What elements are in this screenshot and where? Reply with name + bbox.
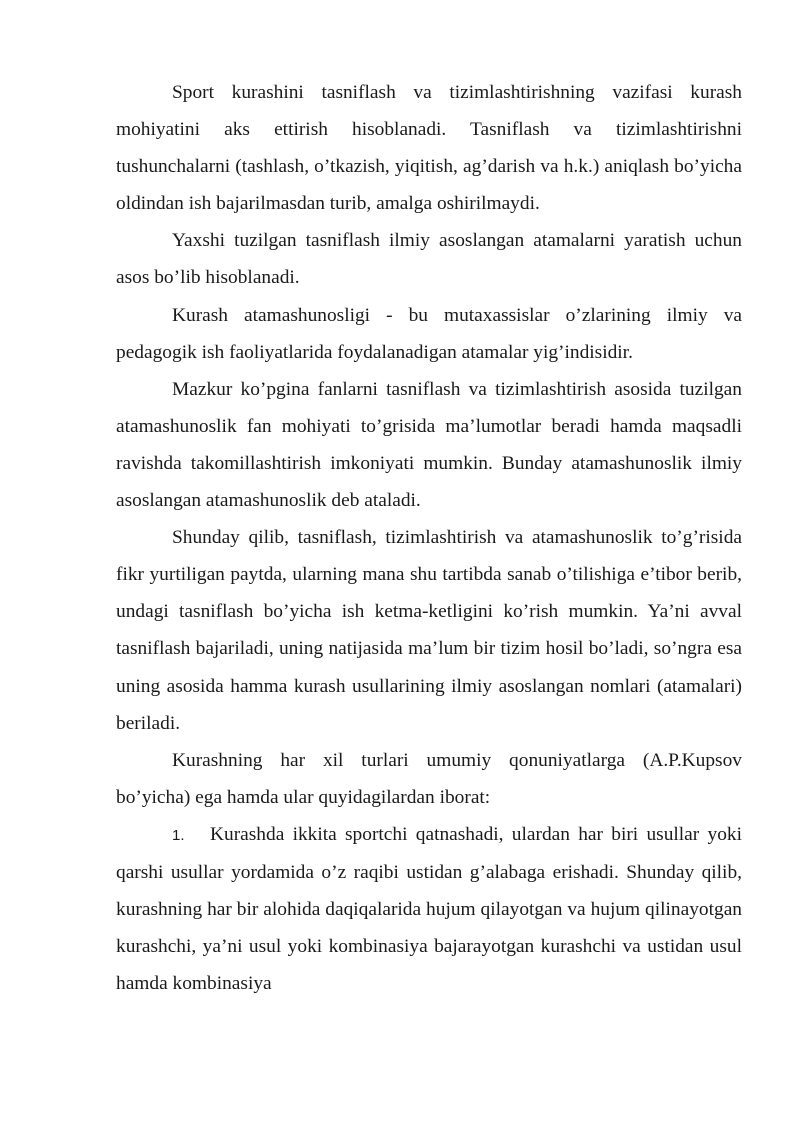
paragraph: Sport kurashini tasniflash va tizimlashtirishning vazifasi kurash mohiyatini aks ettirish hisoblanadi. Tasniflash va tizimlashtirishni tushunchalarni (tashlash, o’tkazish, yiqitish, ag’darish va h.k.) aniqlash bo’yicha oldindan ish bajarilmasdan turib, amalga oshirilmaydi.	[116, 82, 742, 215]
paragraph: Mazkur ko’pgina fanlarni tasniflash va tizimlashtirish asosida tuzilgan atamashunoslik fan mohiyati to’grisida ma’lumotlar beradi hamda maqsadli ravishda takomillashtirish imkoniyati mumkin. Bunday atamashunoslik ilmiy asoslangan atamashunoslik deb ataladi.	[116, 378, 742, 512]
paragraph: Kurashning har xil turlari umumiy qonuniyatlarga (A.P.Kupsov bo’yicha) ega hamda ular quyidagilardan iborat:	[116, 749, 742, 808]
paragraph: Kurash atamashunosligi - bu mutaxassislar o’zlarining ilmiy va pedagogik ish faoliyatlarida foydalanadigan atamalar yig’indisidir.	[116, 304, 742, 363]
paragraph: Shunday qilib, tasniflash, tizimlashtirish va atamashunoslik to’g’risida fikr yurtiligan paytda, ularning mana shu tartibda sanab o’tilishiga e’tibor berib, undagi tasniflash bo’yicha ish ketma-ketligini ko’rish mumkin. Ya’ni avval tasniflash bajariladi, uning natijasida ma’lum bir tizim hosil bo’ladi, so’ngra esa uning asosida hamma kurash usullarining ilmiy asoslangan nomlari (atamalari) beriladi.	[116, 527, 742, 734]
list-number: 1.	[172, 826, 185, 844]
list-item-text: Kurashda ikkita sportchi qatnashadi, ulardan har biri usullar yoki qarshi usullar yordamida o’z raqibi ustidan g’alabaga erishadi. Shunday qilib, kurashning har bir alohida daqiqalarida hujum qilayotgan va hujum qilinayotgan kurashchi, ya’ni usul yoki kombinasiya bajarayotgan kurashchi va ustidan usul hamda kombinasiya	[116, 823, 742, 995]
document-body	[116, 74, 742, 1002]
list-item	[116, 816, 742, 1002]
paragraph: Yaxshi tuzilgan tasniflash ilmiy asoslangan atamalarni yaratish uchun asos bo’lib hisoblanadi.	[116, 230, 742, 289]
